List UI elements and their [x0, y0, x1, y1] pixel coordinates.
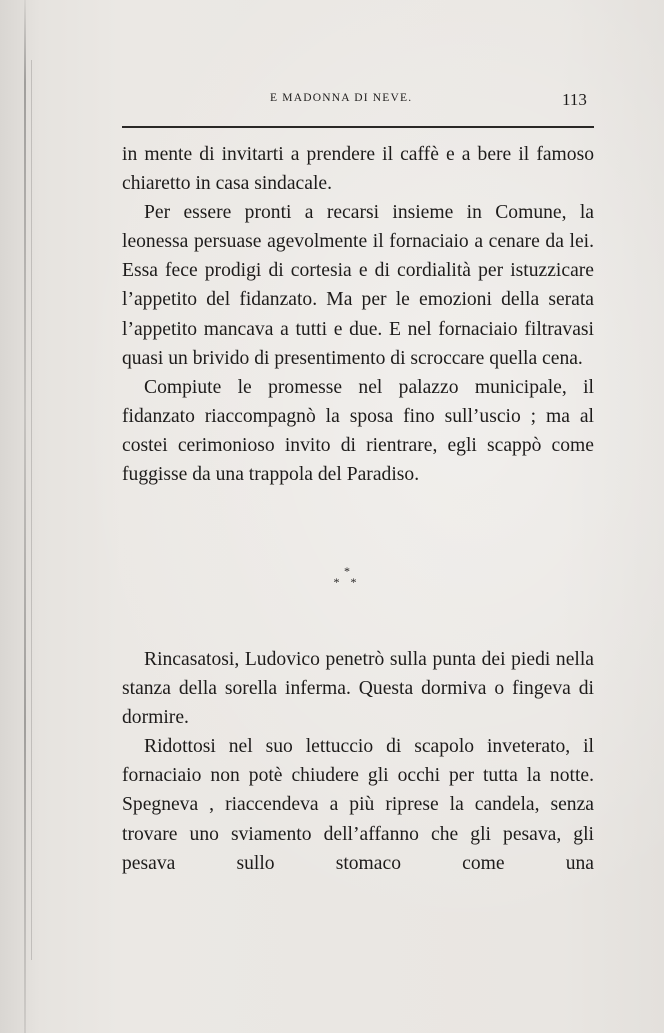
text-section-1: [122, 140, 594, 489]
paragraph: Ridottosi nel suo lettuccio di scapolo inveterato, il fornaciaio non potè chiudere gli occhi per tutta la notte. Spegneva , riaccendeva a più riprese la candela, senza trovare uno sviamento dell’affanno che gli pesava, gli pesava sullo stomaco come una: [122, 736, 594, 874]
page-binding-edge: [24, 0, 26, 1033]
running-title: E MADONNA DI NEVE.: [270, 92, 413, 104]
text-section-2: [122, 645, 594, 878]
separator-top-star: *: [344, 564, 350, 578]
paragraph: Compiute le promesse nel palazzo municipale, il fidanzato riaccompagnò la sposa fino sull’uscio ; ma al costei cerimonioso invito di rientrare, egli scappò come fuggisse da una trappola del Paradiso.: [122, 376, 594, 486]
header-rule: [122, 126, 594, 128]
separator-bottom-stars: * *: [333, 575, 361, 589]
paragraph: Rincasatosi, Ludovico penetrò sulla punta dei piedi nella stanza della sorella inferma. Questa dormiva o fingeva di dormire.: [122, 649, 594, 729]
page-number: 113: [562, 90, 587, 109]
paragraph: in mente di invitarti a prendere il caffè e a bere il famoso chiaretto in casa sindacale.: [122, 144, 594, 195]
section-separator: [322, 566, 372, 588]
paragraph: Per essere pronti a recarsi insieme in Comune, la leonessa persuase agevolmente il fornaciaio a cenare da lei. Essa fece prodigi di cortesia e di cordialità per istuzzicare l’appetito del fidanzato. Ma per le emozioni della serata l’appetito mancava a tutti e due. E nel fornaciaio filtravasi quasi un brivido di presentimento di scroccare quella cena.: [122, 202, 594, 369]
page-binding-shadow: [31, 60, 32, 960]
